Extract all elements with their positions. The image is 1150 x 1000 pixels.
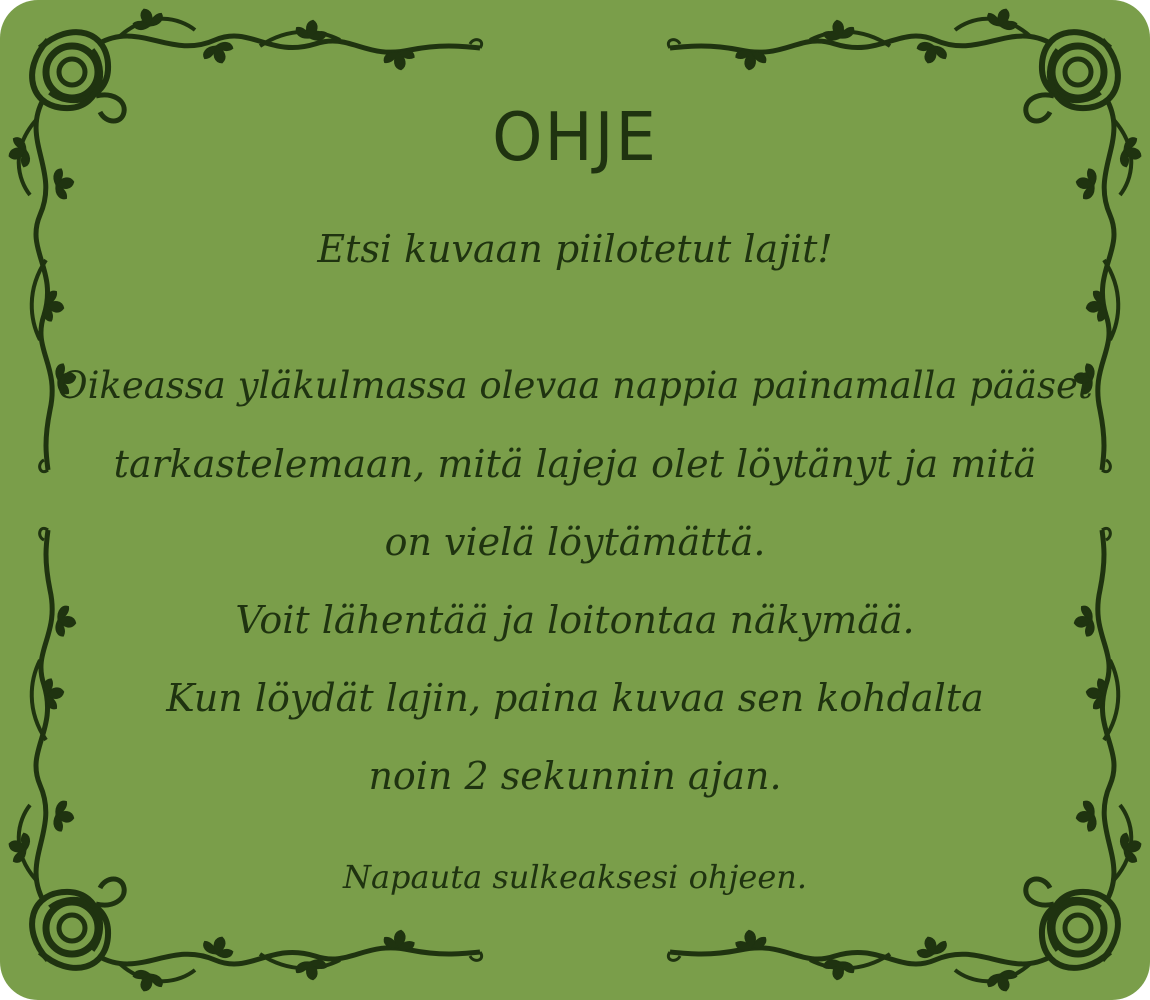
instruction-line: noin 2 sekunnin ajan. — [368, 754, 782, 798]
instruction-line: Voit lähentää ja loitontaa näkymää. — [235, 598, 915, 642]
dialog-subtitle: Etsi kuvaan piilotetut lajit! — [317, 227, 833, 271]
instruction-line: on vielä löytämättä. — [384, 520, 766, 564]
instructions-text — [0, 356, 1150, 824]
instruction-line: tarkastelemaan, mitä lajeja olet löytänyt ja mitä — [113, 442, 1037, 486]
instruction-line: Kun löydät lajin, paina kuvaa sen kohdalta — [166, 676, 984, 720]
dialog-title: OHJE — [492, 99, 658, 177]
close-hint[interactable]: Napauta sulkeaksesi ohjeen. — [342, 858, 808, 896]
instruction-line: Oikeassa yläkulmassa olevaa nappia painamalla pääset — [57, 364, 1093, 407]
